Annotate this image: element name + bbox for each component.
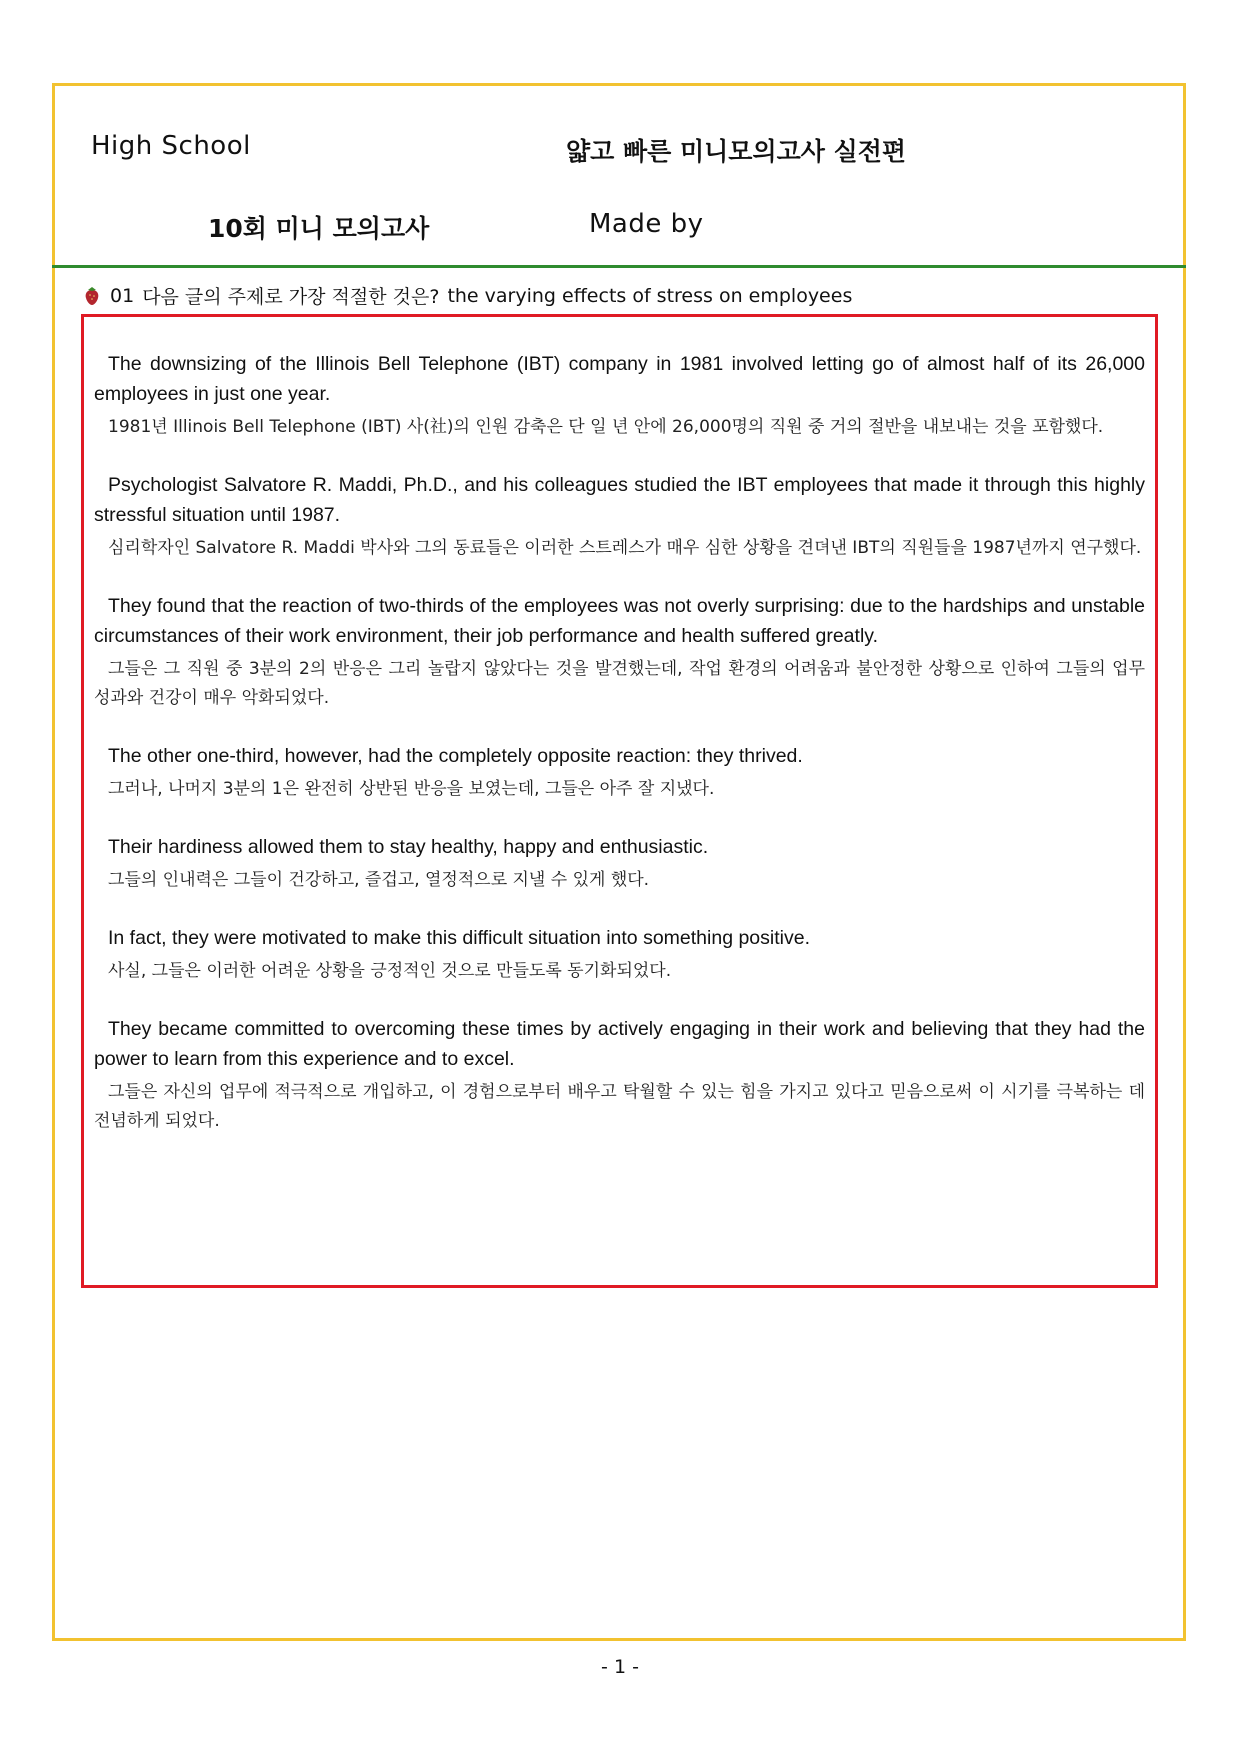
passage-paragraph — [94, 741, 1145, 804]
passage-box — [81, 314, 1158, 1288]
english-sentence: They became committed to overcoming these times by actively engaging in their work and believing that they had the power to learn from this experience and to excel. — [94, 1018, 1145, 1070]
header-divider — [52, 265, 1186, 268]
made-by-label: Made by — [589, 209, 704, 239]
passage-paragraph — [94, 349, 1145, 442]
english-sentence: In fact, they were motivated to make this difficult situation into something positive. — [108, 927, 810, 949]
korean-translation: 그들의 인내력은 그들이 건강하고, 즐겁고, 열정적으로 지낼 수 있게 했다. — [108, 870, 650, 890]
passage-paragraph — [94, 470, 1145, 563]
korean-translation: 1981년 Illinois Bell Telephone (IBT) 사(社)의 인원 감축은 단 일 년 안에 26,000명의 직원 중 거의 절반을 내보내는 것을 포함했다. — [108, 417, 1104, 437]
korean-translation: 심리학자인 Salvatore R. Maddi 박사와 그의 동료들은 이러한 스트레스가 매우 심한 상황을 견뎌낸 IBT의 직원들을 1987년까지 연구했다. — [108, 538, 1142, 558]
passage-paragraph — [94, 1014, 1145, 1136]
english-sentence: Psychologist Salvatore R. Maddi, Ph.D., and his colleagues studied the IBT employees that made it through this highly stressful situation until 1987. — [94, 474, 1145, 526]
school-label: High School — [91, 131, 251, 161]
passage-paragraph — [94, 832, 1145, 895]
korean-translation: 그러나, 나머지 3분의 1은 완전히 상반된 반응을 보였는데, 그들은 아주 잘 지냈다. — [108, 779, 715, 799]
series-title: 얇고 빠른 미니모의고사 실전편 — [566, 137, 907, 166]
korean-translation: 그들은 그 직원 중 3분의 2의 반응은 그리 놀랍지 않았다는 것을 발견했는데, 작업 환경의 어려움과 불안정한 상황으로 인하여 그들의 업무 성과와 건강이 매우 악화되었다. — [94, 659, 1145, 708]
round-title: 10회 미니 모의고사 — [208, 214, 430, 243]
passage-paragraph — [94, 591, 1145, 713]
passage-paragraph — [94, 923, 1145, 986]
strawberry-icon — [84, 286, 100, 306]
page-number: - 1 - — [601, 1656, 639, 1678]
english-sentence: The downsizing of the Illinois Bell Telephone (IBT) company in 1981 involved letting go of almost half of its 26,000 employees in just one year. — [94, 353, 1145, 405]
english-sentence: The other one-third, however, had the completely opposite reaction: they thrived. — [108, 745, 803, 767]
korean-translation: 사실, 그들은 이러한 어려운 상황을 긍정적인 것으로 만들도록 동기화되었다. — [108, 961, 672, 981]
english-sentence: Their hardiness allowed them to stay healthy, happy and enthusiastic. — [108, 836, 709, 858]
korean-translation: 그들은 자신의 업무에 적극적으로 개입하고, 이 경험으로부터 배우고 탁월할 수 있는 힘을 가지고 있다고 믿음으로써 이 시기를 극복하는 데 전념하게 되었다. — [94, 1082, 1145, 1131]
question-topic: the varying effects of stress on employees — [447, 284, 853, 307]
question-number: 01 — [110, 284, 135, 307]
english-sentence: They found that the reaction of two-thirds of the employees was not overly surprising: due to the hardships and unstable circumstances of their work environment, their job performance and health suffered greatly. — [94, 595, 1145, 647]
question-prompt: 다음 글의 주제로 가장 적절한 것은? — [142, 286, 440, 308]
question-line — [84, 282, 852, 309]
